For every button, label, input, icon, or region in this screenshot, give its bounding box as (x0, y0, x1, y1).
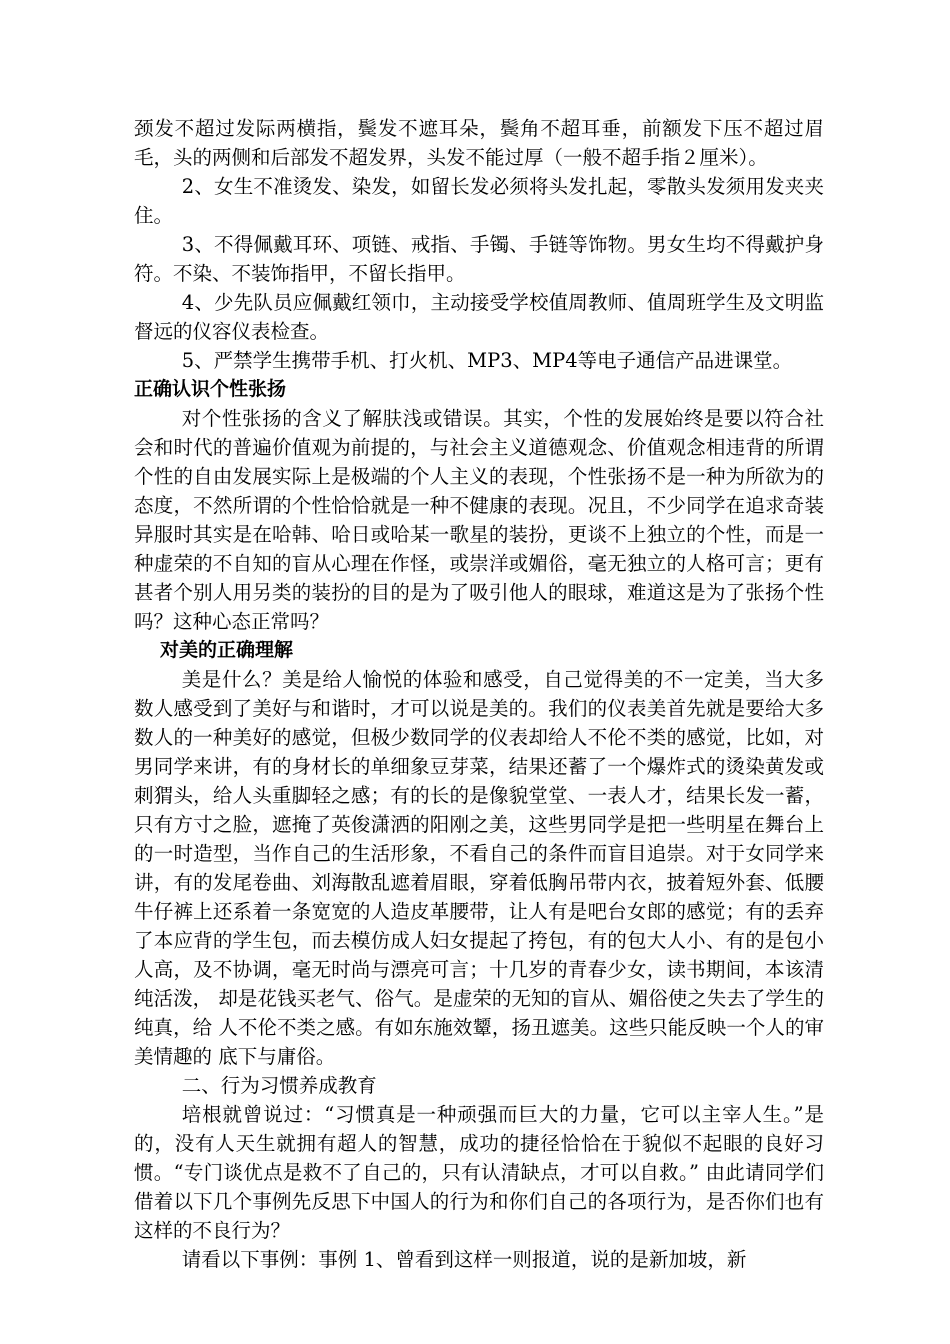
heading-beauty: 对美的正确理解 (160, 639, 294, 661)
paragraph-rule-4: 4、少先队员应佩戴红领巾，主动接受学校值周教师、值周班学生及文明监督远的仪容仪表检查。 (134, 291, 824, 343)
paragraph-rule-2: 2、女生不准烫发、染发，如留长发必须将头发扎起，零散头发须用发夹夹住。 (134, 175, 824, 227)
paragraph-rule-5: 5、严禁学生携带手机、打火机、MP3、MP4等电子通信产品进课堂。 (181, 349, 793, 372)
paragraph-example: 请看以下事例：事例 1、曾看到这样一则报道，说的是新加坡，新 (181, 1248, 747, 1271)
document-page (134, 114, 824, 1274)
paragraph-hair-rules: 颈发不超过发际两横指，鬓发不遮耳朵，鬓角不超耳垂，前额发下压不超过眉毛，头的两侧和后部发不超发界，头发不能过厚（一般不超手指２厘米）。 (134, 117, 824, 169)
paragraph-rule-3: 3、不得佩戴耳环、项链、戒指、手镯、手链等饰物。男女生均不得戴护身符。不染、不装饰指甲，不留长指甲。 (134, 233, 824, 285)
paragraph-personality: 对个性张扬的含义了解肤浅或错误。其实，个性的发展始终是要以符合社会和时代的普遍价值观为前提的，与社会主义道德观念、价值观念相违背的所谓个性的自由发展实际上是极端的个人主义的表现，个性张扬不是一种为所欲为的态度，不然所谓的个性恰恰就是一种不健康的表现。况且，不少同学在追求奇装异服时其实是在哈韩、哈日或哈某一歌星的装扮，更谈不上独立的个性，而是一种虚荣的不自知的盲从心理在作怪，或崇洋或媚俗，毫无独立的人格可言；更有甚者个别人用另类的装扮的目的是为了吸引他人的眼球，难道这是为了张扬个性吗？这种心态正常吗？ (134, 407, 824, 633)
paragraph-habits: 培根就曾说过：“习惯真是一种顽强而巨大的力量，它可以主宰人生。”是的，没有人天生就拥有超人的智慧，成功的捷径恰恰在于貌似不起眼的良好习惯。“专门谈优点是救不了自己的，只有认清缺点，才可以自救。” 由此请同学们借着以下几个事例先反思下中国人的行为和你们自己的各项行为，是否你们也有这样的不良行为？ (134, 1103, 824, 1242)
paragraph-beauty: 美是什么？美是给人愉悦的体验和感受，自己觉得美的不一定美，当大多数人感受到了美好与和谐时，才可以说是美的。我们的仪表美首先就是要给大多数人的一种美好的感觉，但极少数同学的仪表却给人不伦不类的感觉，比如，对男同学来讲，有的身材长的单细象豆芽菜，结果还蓄了一个爆炸式的烫染黄发或刺猬头，给人头重脚轻之感；有的长的是像貌堂堂、一表人才，结果长发一蓄，只有方寸之脸，遮掩了英俊潇洒的阳刚之美，这些男同学是把一些明星在舞台上的一时造型，当作自己的生活形象，不看自己的条件而盲目追崇。对于女同学来讲，有的发尾卷曲、刘海散乱遮着眉眼，穿着低胸吊带内衣，披着短外套、低腰牛仔裤上还系着一条宽宽的人造皮革腰带，让人有是吧台女郎的感觉；有的丢弃了本应背的学生包，而去模仿成人妇女提起了挎包，有的包大人小、有的是包小人高，及不协调，毫无时尚与漂亮可言；十几岁的青春少女，读书期间，本该清纯活泼， 却是花钱买老气、俗气。是虚荣的无知的盲从、媚俗使之失去了学生的纯真，给 人不伦不类之感。有如东施效颦，扬丑遮美。这些只能反映一个人的审美情趣的 底下与庸俗。 (134, 668, 824, 1068)
section-title-habits: 二、行为习惯养成教育 (181, 1074, 377, 1097)
heading-personality: 正确认识个性张扬 (134, 378, 287, 400)
